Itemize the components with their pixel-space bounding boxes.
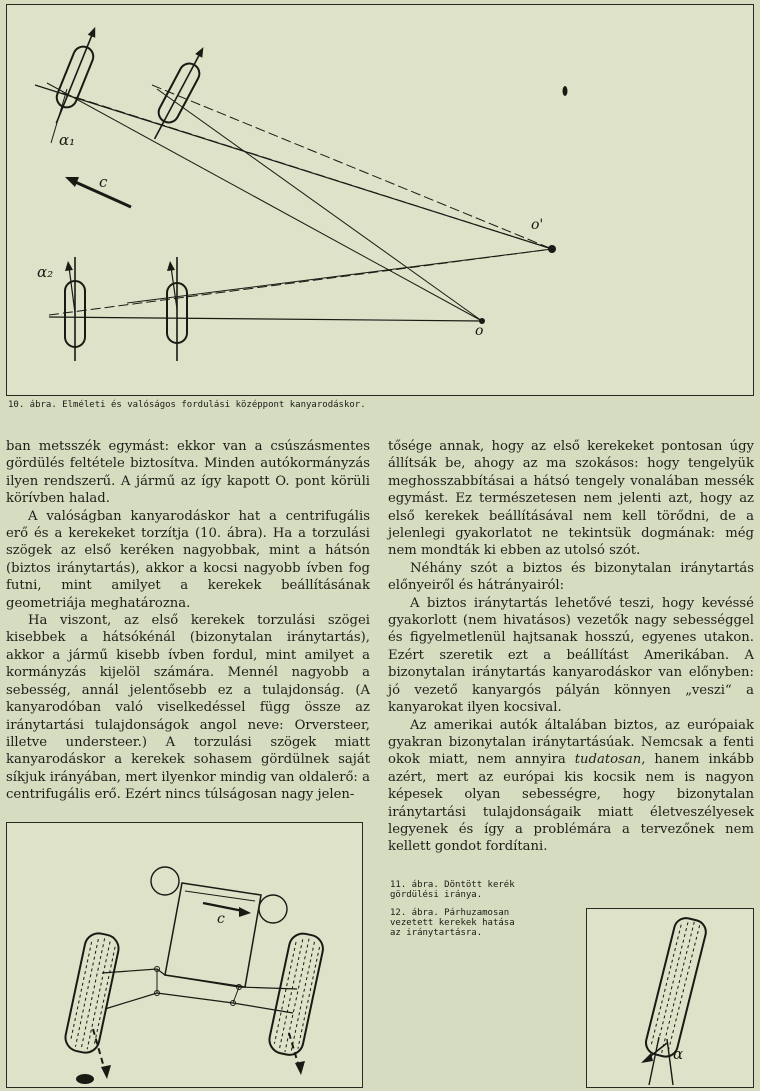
figure-10-drawing: [7, 5, 752, 394]
rear-axis-upper: [127, 249, 552, 303]
right-tilted-wheel: [267, 931, 326, 1057]
figure-12-drawing: [587, 909, 752, 1086]
paragraph: ban metsszék egymást: ekkor van a csúszásmentes gördülés feltétele biztosítva. Minden autókormányzás ilyen rendszerű. A jármű az így kapott O. pont körüli körívben halad.: [6, 439, 370, 507]
left-sphere: [151, 867, 179, 895]
figure-12-caption: 12. ábra. Párhuzamosan vezetett kerekek hatása az iránytartásra.: [390, 908, 515, 938]
paragraph: Ha viszont, az első kerekek torzulási szögei kisebbek a hátsókénál (bizonytalan iránytartás), akkor a jármű kisebb ívben fordul, mint amilyet a kormányzás kijelöl számára. Mennél nagyobb a sebesség, annál jelentősebb ez a tulajdonság. (A kanyarodóban való viselkedéssel függ össze az iránytartási tulajdonságok angol neve: Orversteer, illetve understeer.) A torzulási szögek miatt kanyarodáskor a kerekek sohasem gördülnek saját síkjuk irányában, mert ilyenkor mindig van oldalerő: a centrifugális erő. Ezért nincs túlságosan nagy jelen-: [6, 613, 370, 803]
alpha-label: α: [673, 1045, 684, 1063]
centrifugal-force-arrow: [65, 177, 131, 207]
figure-12-parallel-wheels-diagram: [586, 908, 754, 1088]
front-right-wheel: [146, 42, 212, 143]
figure-10-turning-center-diagram: [6, 4, 754, 396]
figure-10-caption: 10. ábra. Elméleti és valóságos fordulási középpont kanyarodáskor.: [8, 400, 366, 410]
upper-linkage: [102, 969, 297, 989]
alpha2-label: α₂: [37, 263, 54, 281]
rear-right-wheel: [167, 257, 187, 361]
ink-spot: [76, 1074, 94, 1084]
c-label: c: [217, 911, 225, 927]
figure-11-tilted-wheel-diagram: [6, 822, 363, 1088]
emphasis-text: tudatosan: [574, 752, 642, 768]
paragraph: tősége annak, hogy az első kerekeket pontosan úgy állítsák be, ahogy az ma szokásos: hogy tengelyük meghosszabbításai a hátsó tengely vonalában messék egymást. Ez természetesen nem jelenti azt, hogy az első kerekek beállításával nem kell törődni, de a jelenlegi gyakorlatot ne tekintsük dogmának: még nem mondták ki ebben az utolsó szót.: [388, 439, 754, 559]
front-right-axis-dashed: [152, 85, 552, 249]
o-prime-label: o': [531, 217, 544, 233]
actual-center-point: [548, 245, 556, 253]
paragraph-text: Az amerikai autók általában biztos, az európaiak gyakran bizonytalan iránytartásúak. Nemcsak a fenti okok miatt, nem annyira: [388, 717, 754, 768]
figure-11-drawing: [7, 823, 361, 1086]
paragraph: A valóságban kanyarodáskor hat a centrifugális erő és a kerekeket torzítja (10. ábra). Ha a torzulási szögek az első keréken nagyobbak, mint a hátsón (biztos iránytartás), akkor a kocsi nagyobb ívben fog futni, mint amilyet a kerekek beállításának geometriája meghatározna.: [6, 508, 370, 611]
alpha1-label: α₁: [59, 131, 76, 149]
front-left-wheel: [47, 23, 105, 127]
ink-spot: [563, 86, 568, 96]
right-text-column: [388, 438, 754, 856]
o-label: o: [475, 323, 484, 339]
parallel-guided-wheel: [643, 916, 708, 1060]
paragraph: [388, 717, 754, 856]
c-label: c: [99, 173, 108, 191]
figure-11-caption: 11. ábra. Döntött kerék gördülési iránya.: [390, 880, 515, 900]
lower-linkage: [105, 993, 293, 1013]
rear-axle-line: [49, 317, 482, 321]
car-body-frame: [165, 883, 261, 987]
paragraph: Néhány szót a biztos és bizonytalan iránytartás előnyeiről és hátrányairól:: [388, 560, 754, 594]
right-sphere: [259, 895, 287, 923]
centrifugal-force-arrow: [203, 903, 251, 917]
left-text-column: [6, 438, 370, 804]
rear-left-wheel: [65, 257, 85, 361]
front-right-axis-solid: [157, 89, 482, 321]
paragraph: A biztos iránytartás lehetővé teszi, hogy kevéssé gyakorlott (nem hivatásos) vezetők nagy sebességgel és figyelmetlenül hajtsanak hosszú, egyenes utakon. Ezért szeretik ezt a beállítást Amerikában. A bizonytalan iránytartás kanyarodáskor van előnyben: jó vezető kanyargós pályán könnyen „veszi“ a kanyarokat ilyen kocsival.: [388, 595, 754, 716]
paragraph-text: , hanem inkább azért, mert az európai kis kocsik nem is nagyon képesek olyan sebességre, hogy bizonytalan iránytartási tulajdonságaik miatt életveszélyesek legyenek és így a problémára a tervezőnek nem kellett gondot fordítani.: [388, 752, 754, 855]
left-tilted-wheel: [63, 931, 121, 1055]
